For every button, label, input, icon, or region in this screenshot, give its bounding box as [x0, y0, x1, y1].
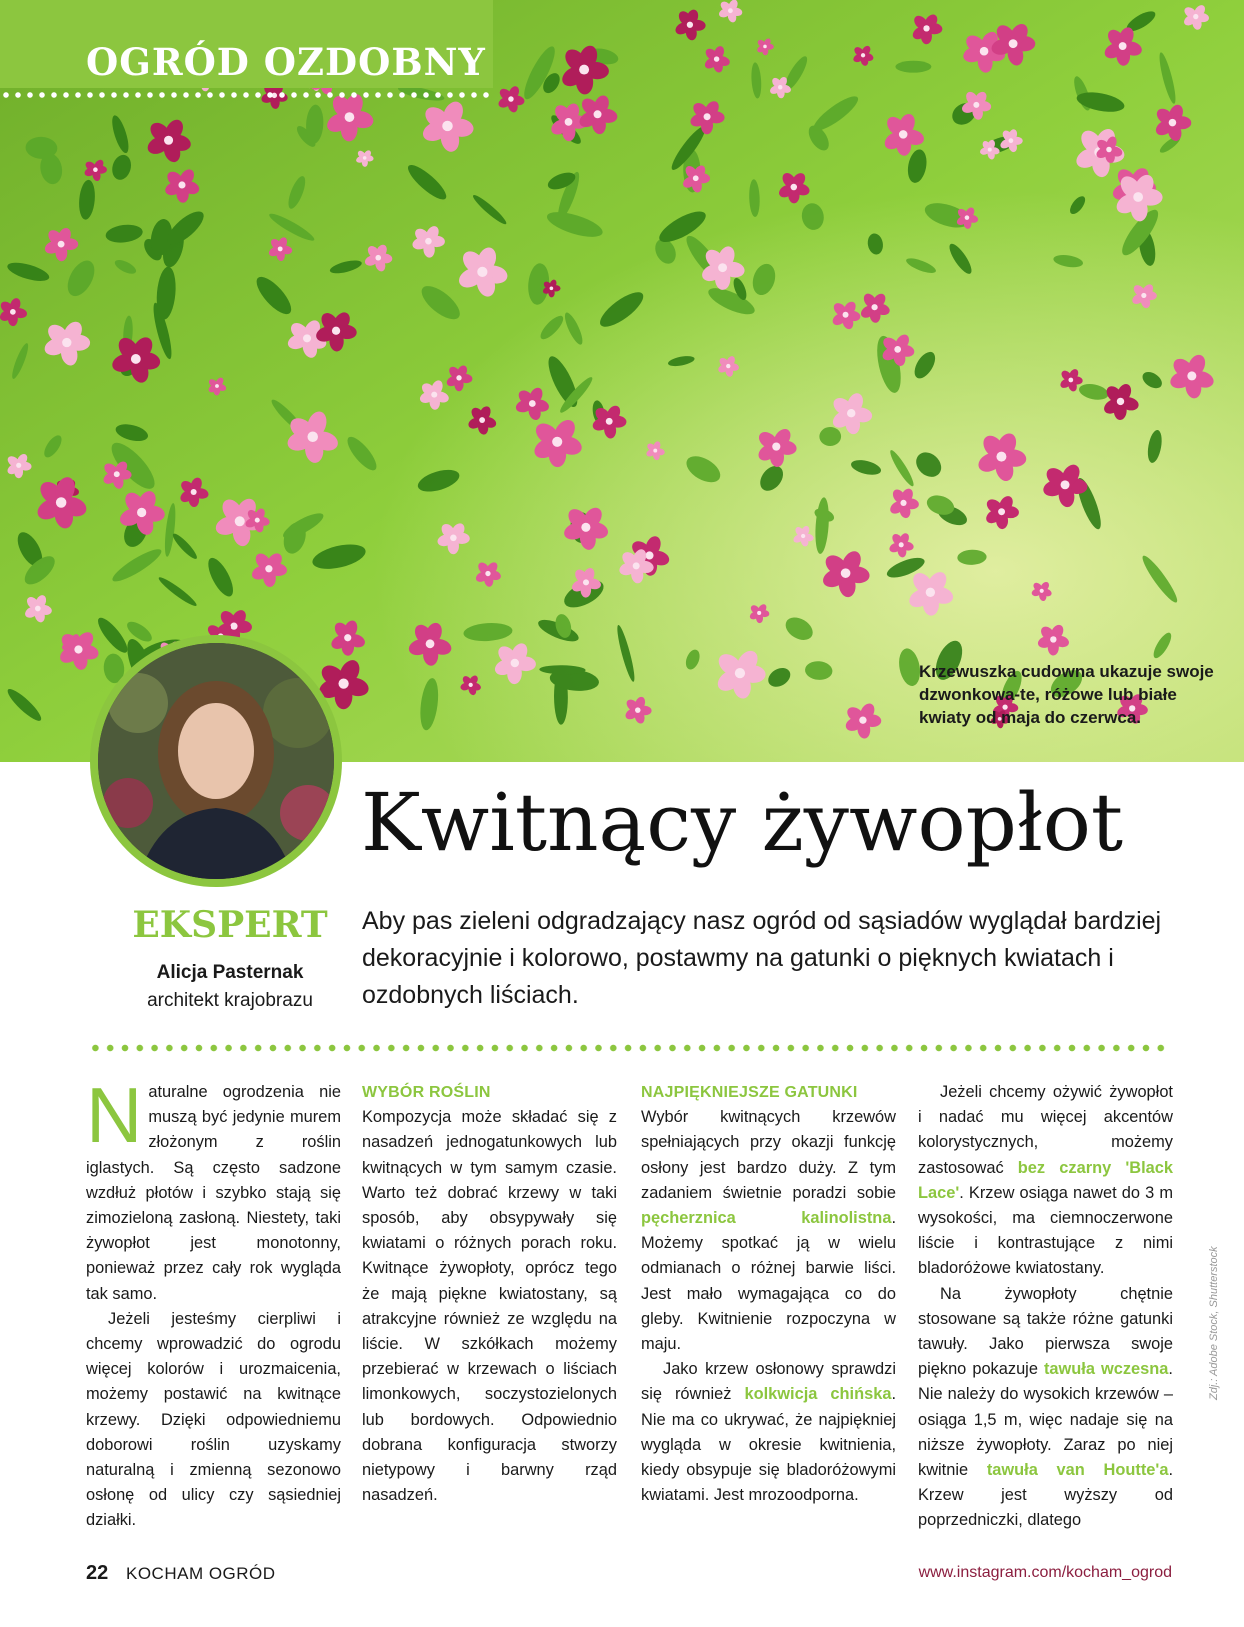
plant-name: kolkwicja chińska: [744, 1385, 892, 1404]
expert-photo: [98, 643, 334, 879]
magazine-name: KOCHAM OGRÓD: [126, 1564, 276, 1583]
expert-portrait: [90, 635, 342, 887]
section-tab-dots: [0, 92, 493, 98]
instagram-link[interactable]: www.instagram.com/kocham_ogrod: [918, 1564, 1172, 1581]
section-heading: WYBÓR ROŚLIN: [362, 1084, 491, 1101]
paragraph: Jeżeli chcemy ożywić żywopłot i nadać mu więcej akcentów kolorystycznych, możemy zastosować bez czarny 'Black Lace'. Krzew osiąga nawet do 3 m wysokości, ma ciemnoczerwone liście i kontrastujące z nimi bladoróżowe kwiatostany.: [918, 1083, 1173, 1278]
paragraph: Kompozycja może składać się z nasadzeń jednogatunkowych lub kwitnących w tym samym czasie. Warto też dobrać krzewy w taki sposób, aby obsypywały się kwiatami o różnych porach roku. Kwitnące żywopłoty, oprócz tego że mają piękne kwiatostany, są atrakcyjne również ze względu na liście. W szkółkach możemy przebierać w krzewach o liściach limonkowych, soczystozielonych lub bordowych. Odpowiednio dobrana konfiguracja stworzy nietypowy i barwny rząd nasadzeń.: [362, 1108, 617, 1505]
column-2: [362, 1080, 617, 1508]
page-number: 22: [86, 1562, 109, 1584]
paragraph: Na żywopłoty chętnie stosowane są także różne gatunki tawuły. Jako pierwsza swoje piękno pokazuje tawuła wczesna. Nie należy do wysokich krzewów – osiąga 1,5 m, więc nadaje się na niższe żywopłoty. Zaraz po niej kwitnie tawuła van Houtte'a. Krzew jest wyższy od poprzedniczki, dlatego: [918, 1284, 1173, 1530]
plant-name: bez czarny 'Black Lace': [918, 1158, 1173, 1202]
paragraph: [86, 1071, 341, 1307]
article-lead: Aby pas zieleni odgradzający nasz ogród od sąsiadów wyglądał bardziej dekoracyjnie i kolorowo, postawmy na gatunki o pięknych kwiatach i ozdobnych liściach.: [362, 907, 1162, 1009]
drop-cap: N: [86, 1071, 143, 1159]
section-heading: NAJPIĘKNIEJSZE GATUNKI: [641, 1084, 858, 1101]
plant-name: pęcherznica kalinolistna: [641, 1209, 892, 1228]
section-tab: [0, 0, 493, 88]
expert-role: architekt krajobrazu: [147, 990, 313, 1011]
paragraph: Jeżeli jesteśmy cierpliwi i chcemy wprowadzić do ogrodu więcej kolorów i urozmaicenia, możemy postawić na kwitnące krzewy. Dzięki odpowiedniemu doborowi roślin uzyskamy naturalną i zmienną sezonowo osłonę od ulicy czy sąsiedniej działki.: [86, 1309, 341, 1530]
photo-caption: Krzewuszka cudowna ukazuje swoje dzwonkowa-te, różowe lub białe kwiaty od maja do czerwca.: [919, 662, 1214, 727]
dotted-divider: [88, 1044, 1168, 1052]
paragraph: Jako krzew osłonowy sprawdzi się również kolkwicja chińska. Nie ma co ukrywać, że najpiękniej wygląda w okresie kwitnienia, kiedy obsypuje się bladoróżowymi kwiatami. Jest mrozoodporna.: [641, 1360, 896, 1505]
paragraph: Wybór kwitnących krzewów spełniających przy okazji funkcję osłony jest bardzo duży. Z tym zadaniem świetnie poradzi sobie pęcherznica kalinolistna. Możemy spotkać ją w wielu odmianach o różnej barwie liści. Jest mało wymagająca co do gleby. Kwitnienie rozpoczyna w maju.: [641, 1108, 896, 1354]
plant-name: tawuła wczesna: [1043, 1360, 1169, 1379]
section-label: OGRÓD OZDOBNY: [86, 40, 486, 84]
expert-label: EKSPERT: [132, 904, 328, 946]
column-4: [918, 1080, 1173, 1534]
article-title: Kwitnący żywopłot: [361, 776, 1124, 869]
leaf: [895, 61, 931, 73]
plant-name: tawuła van Houtte'a: [986, 1461, 1169, 1480]
photo-credit: Zdj.: Adobe Stock, Shutterstock: [1208, 1246, 1220, 1400]
column-1: [86, 1071, 341, 1534]
column-3: [641, 1080, 896, 1508]
paragraph-text: aturalne ogrodzenia nie muszą być jedynie murem złożonym z roślin iglastych. Są często sadzone wzdłuż płotów i szybko stają się zimozieloną zasłoną. Niestety, taki żywopłot jest monotonny, ponieważ przez cały rok wygląda tak samo.: [86, 1083, 341, 1303]
expert-name: Alicja Pasternak: [156, 962, 304, 983]
